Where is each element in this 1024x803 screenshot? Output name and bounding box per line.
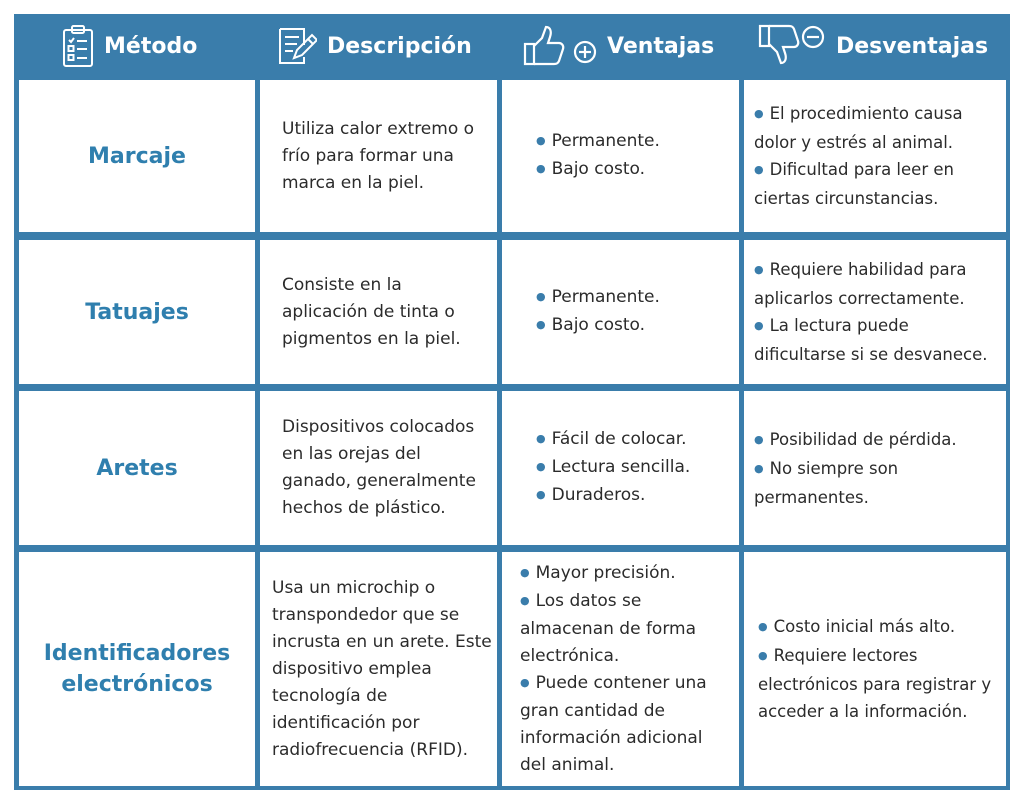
disadvantage-item: ● La lectura puede dificultarse si se desvanece.: [754, 312, 1000, 368]
thumbs-down-minus-icon: [758, 24, 826, 68]
description-text: Usa un microchip o transpondedor que se incrusta en un arete. Este dispositivo emplea tecnología de identificación por radiofrecuencia (RFID).: [272, 577, 492, 760]
method-label: Marcaje: [88, 143, 186, 169]
advantage-item: ● Fácil de colocar.: [536, 426, 690, 454]
description-text: Consiste en la aplicación de tinta o pigmentos en la piel.: [282, 274, 461, 349]
description-cell: [260, 240, 497, 384]
advantage-item: ● Lectura sencilla.: [536, 454, 690, 482]
disadvantages-cell: [744, 552, 1006, 786]
clipboard-checklist-icon: [62, 24, 94, 68]
disadvantage-item: ● No siempre son permanentes.: [754, 455, 1000, 511]
advantages-cell: [502, 240, 739, 384]
description-cell: [260, 391, 497, 545]
disadvantage-item: ● Posibilidad de pérdida.: [754, 426, 1000, 455]
disadvantage-item: ● Dificultad para leer en ciertas circunstancias.: [754, 156, 1000, 212]
disadvantage-item: ● Costo inicial más alto.: [758, 613, 1000, 642]
header-advantages: [523, 16, 714, 76]
advantage-item: ● Bajo costo.: [536, 156, 660, 184]
advantage-item: ● Bajo costo.: [536, 312, 660, 340]
advantage-item: ● Permanente.: [536, 284, 660, 312]
method-cell: [19, 391, 255, 545]
description-cell: [260, 552, 497, 786]
advantage-item: ● Permanente.: [536, 128, 660, 156]
disadvantages-cell: [744, 240, 1006, 384]
disadvantage-item: ● Requiere lectores electrónicos para registrar y acceder a la información.: [758, 642, 1000, 725]
advantages-cell: [502, 80, 739, 232]
advantage-item: ● Duraderos.: [536, 482, 690, 510]
method-cell: [19, 552, 255, 786]
advantage-item: ● Puede contener una gran cantidad de información adicional del animal.: [520, 670, 731, 779]
header-method: [62, 16, 197, 76]
document-pencil-icon: [277, 26, 317, 66]
header-disadvantages-label: Desventajas: [836, 33, 989, 59]
description-text: Utiliza calor extremo o frío para formar una marca en la piel.: [282, 118, 475, 193]
header-description-label: Descripción: [327, 33, 472, 59]
disadvantages-cell: [744, 391, 1006, 545]
method-label: Tatuajes: [85, 299, 189, 325]
header-description: [277, 16, 472, 76]
description-cell: [260, 80, 497, 232]
disadvantages-cell: [744, 80, 1006, 232]
method-label: Identificadores electrónicos: [43, 641, 231, 697]
method-cell: [19, 80, 255, 232]
advantage-item: ● Mayor precisión.: [520, 560, 731, 588]
advantages-cell: [502, 391, 739, 545]
method-label: Aretes: [96, 455, 178, 481]
thumbs-up-plus-icon: [523, 24, 597, 68]
header-advantages-label: Ventajas: [607, 33, 715, 59]
disadvantage-item: ● El procedimiento causa dolor y estrés al animal.: [754, 100, 1000, 156]
header-method-label: Método: [104, 33, 198, 59]
advantage-item: ● Los datos se almacenan de forma electrónica.: [520, 588, 731, 670]
method-cell: [19, 240, 255, 384]
disadvantage-item: ● Requiere habilidad para aplicarlos correctamente.: [754, 256, 1000, 312]
header-disadvantages: [758, 16, 988, 76]
description-text: Dispositivos colocados en las orejas del ganado, generalmente hechos de plástico.: [282, 417, 476, 518]
advantages-cell: [502, 552, 739, 786]
